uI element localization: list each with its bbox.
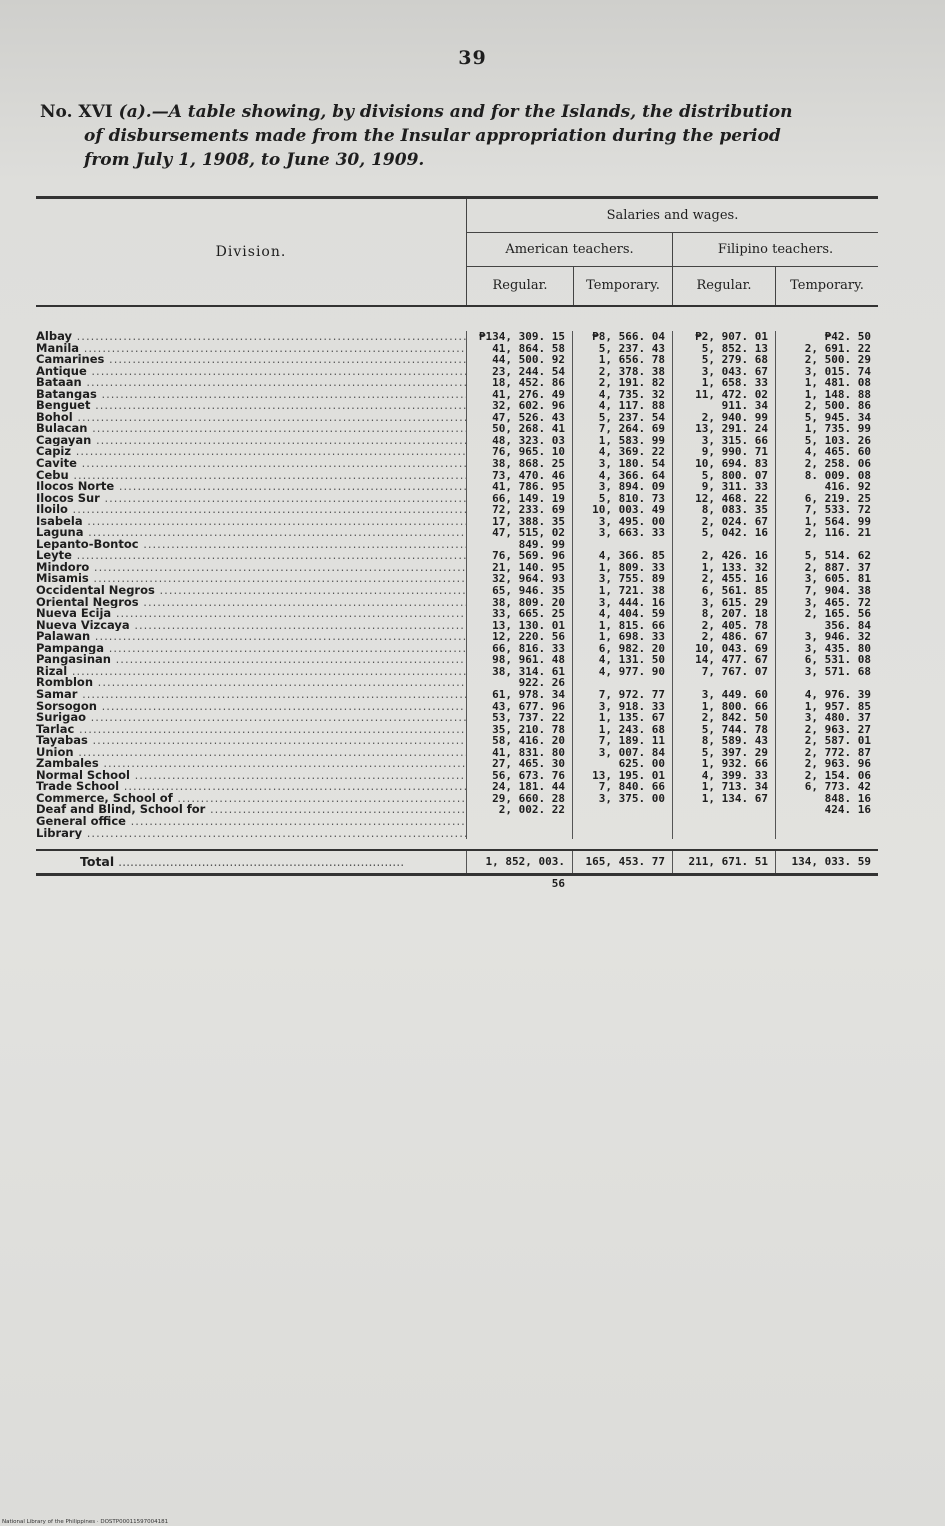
division-name-cell: Cagayan ..... <box>36 435 466 447</box>
filipino-temporary-cell: 1, 564. 99 <box>775 516 878 528</box>
filipino-regular-cell: 911. 34 <box>672 400 775 412</box>
american-regular-cell: 76, 965. 10 <box>466 446 572 458</box>
division-name-cell: General office ..... <box>36 816 466 828</box>
division-name-cell: Romblon ..... <box>36 677 466 689</box>
american-regular-cell: 13, 130. 01 <box>466 620 572 632</box>
american-regular-cell: ₱134, 309. 15 <box>466 331 572 343</box>
filipino-temporary-cell: 3, 465. 72 <box>775 597 878 609</box>
total-filipino-regular: 211, 671. 51 <box>672 851 775 873</box>
filipino-temporary-cell: 848. 16 <box>775 793 878 805</box>
american-regular-cell: 38, 809. 20 <box>466 597 572 609</box>
american-temporary-cell: 1, 721. 38 <box>572 585 672 597</box>
filipino-regular-cell: 9, 311. 33 <box>672 481 775 493</box>
filipino-temporary-cell: 3, 571. 68 <box>775 666 878 678</box>
filipino-regular-header: Regular. <box>696 278 752 293</box>
filipino-regular-cell: 10, 043. 69 <box>672 643 775 655</box>
american-regular-cell: 43, 677. 96 <box>466 701 572 713</box>
american-temporary-cell: 2, 378. 38 <box>572 366 672 378</box>
filipino-regular-cell: 10, 694. 83 <box>672 458 775 470</box>
division-name-cell: Isabela ..... <box>36 516 466 528</box>
division-name-cell: Camarines ..... <box>36 354 466 366</box>
american-regular-cell: 41, 831. 80 <box>466 747 572 759</box>
american-regular-cell: 73, 470. 46 <box>466 470 572 482</box>
american-temporary-cell: 7, 189. 11 <box>572 735 672 747</box>
division-name-cell: Cebu ..... <box>36 470 466 482</box>
american-regular-cell: 35, 210. 78 <box>466 724 572 736</box>
division-name-cell: Union ..... <box>36 747 466 759</box>
table-row <box>36 481 878 493</box>
filipino-temporary-cell: 3, 480. 37 <box>775 712 878 724</box>
division-name-cell: Library ..... <box>36 828 466 840</box>
american-temporary-cell: 5, 810. 73 <box>572 493 672 505</box>
american-temporary-cell: 4, 366. 85 <box>572 550 672 562</box>
division-name-cell: Tarlac ..... <box>36 724 466 736</box>
american-temporary-cell: 3, 007. 84 <box>572 747 672 759</box>
american-regular-cell: 66, 816. 33 <box>466 643 572 655</box>
filipino-temporary-cell: 2, 963. 27 <box>775 724 878 736</box>
table-row <box>36 828 878 840</box>
division-name-cell: Trade School ..... <box>36 781 466 793</box>
disbursement-table <box>36 196 878 891</box>
american-regular-cell: 47, 515, 02 <box>466 527 572 539</box>
american-temporary-cell: 1, 809. 33 <box>572 562 672 574</box>
total-label: Total ..... <box>36 851 466 873</box>
american-regular-cell: 23, 244. 54 <box>466 366 572 378</box>
table-row <box>36 354 878 366</box>
filipino-regular-cell: 1, 658. 33 <box>672 377 775 389</box>
filipino-regular-cell <box>672 828 775 840</box>
table-row <box>36 331 878 343</box>
division-name-cell: Zambales ..... <box>36 758 466 770</box>
filipino-temporary-cell: 2, 963. 96 <box>775 758 878 770</box>
table-caption <box>40 100 882 172</box>
american-regular-cell: 33, 665. 25 <box>466 608 572 620</box>
division-name-cell: Ilocos Sur ..... <box>36 493 466 505</box>
american-temporary-cell <box>572 816 672 828</box>
filipino-temporary-cell: 416. 92 <box>775 481 878 493</box>
american-temporary-cell: 3, 755. 89 <box>572 573 672 585</box>
table-row <box>36 735 878 747</box>
total-row <box>36 849 878 891</box>
american-temporary-cell: 3, 375. 00 <box>572 793 672 805</box>
filipino-regular-cell: 3, 449. 60 <box>672 689 775 701</box>
filipino-regular-cell: 13, 291. 24 <box>672 423 775 435</box>
table-row <box>36 458 878 470</box>
american-temporary-cell: 4, 366. 64 <box>572 470 672 482</box>
american-regular-cell: 56, 673. 76 <box>466 770 572 782</box>
division-name-cell: Manila ..... <box>36 343 466 355</box>
table-row <box>36 804 878 816</box>
caption-line-2: of disbursements made from the Insular appropriation during the period <box>84 126 781 146</box>
filipino-temporary-cell: 5, 103. 26 <box>775 435 878 447</box>
american-temporary-cell: 1, 135. 67 <box>572 712 672 724</box>
division-name-cell: Cavite ..... <box>36 458 466 470</box>
american-regular-cell: 38, 314. 61 <box>466 666 572 678</box>
american-temporary-cell: 4, 404. 59 <box>572 608 672 620</box>
division-name-cell: Bohol ..... <box>36 412 466 424</box>
american-regular-cell: 98, 961. 48 <box>466 654 572 666</box>
table-row <box>36 666 878 678</box>
filipino-regular-cell: 5, 279. 68 <box>672 354 775 366</box>
division-name-cell: Capiz ..... <box>36 446 466 458</box>
american-regular-cell: 32, 964. 93 <box>466 573 572 585</box>
american-regular-cell <box>466 828 572 840</box>
filipino-regular-cell: 1, 133. 32 <box>672 562 775 574</box>
american-regular-cell: 47, 526. 43 <box>466 412 572 424</box>
filipino-regular-cell: 4, 399. 33 <box>672 770 775 782</box>
filipino-temporary-cell: 6, 773. 42 <box>775 781 878 793</box>
american-temporary-cell: 5, 237. 43 <box>572 343 672 355</box>
american-regular-cell: 24, 181. 44 <box>466 781 572 793</box>
division-name-cell: Mindoro ..... <box>36 562 466 574</box>
filipino-regular-cell: 2, 426. 16 <box>672 550 775 562</box>
filipino-temporary-cell: 2, 772. 87 <box>775 747 878 759</box>
division-name-cell: Commerce, School of ..... <box>36 793 466 805</box>
division-name-cell: Bataan ..... <box>36 377 466 389</box>
filipino-regular-cell: 5, 852. 13 <box>672 343 775 355</box>
american-regular-cell <box>466 816 572 828</box>
american-temporary-cell: 1, 815. 66 <box>572 620 672 632</box>
table-header <box>36 199 878 307</box>
american-regular-cell: 48, 323. 03 <box>466 435 572 447</box>
table-row <box>36 377 878 389</box>
american-temporary-cell: 1, 243. 68 <box>572 724 672 736</box>
filipino-regular-cell: 3, 315. 66 <box>672 435 775 447</box>
division-header: Division. <box>215 244 287 260</box>
filipino-temporary-cell: 2, 258. 06 <box>775 458 878 470</box>
filipino-temporary-cell: 7, 533. 72 <box>775 504 878 516</box>
filipino-regular-cell: 5, 744. 78 <box>672 724 775 736</box>
filipino-regular-cell: 8, 207. 18 <box>672 608 775 620</box>
american-temporary-cell <box>572 828 672 840</box>
american-regular-cell: 38, 868. 25 <box>466 458 572 470</box>
division-name-cell: Misamis ..... <box>36 573 466 585</box>
filipino-temporary-cell: 2, 500. 29 <box>775 354 878 366</box>
american-regular-header: Regular. <box>492 278 548 293</box>
table-row <box>36 689 878 701</box>
american-regular-cell: 2, 002. 22 <box>466 804 572 816</box>
filipino-temporary-cell: 1, 481. 08 <box>775 377 878 389</box>
filipino-temporary-cell: 3, 946. 32 <box>775 631 878 643</box>
filipino-temporary-cell: 1, 735. 99 <box>775 423 878 435</box>
american-regular-cell: 18, 452. 86 <box>466 377 572 389</box>
filipino-regular-cell: 5, 397. 29 <box>672 747 775 759</box>
division-name-cell: Leyte ..... <box>36 550 466 562</box>
american-teachers-header: American teachers. <box>467 233 672 267</box>
filipino-regular-cell: 8, 083. 35 <box>672 504 775 516</box>
library-footer: National Library of the Philippines · DOSTP00011597004181 <box>2 1519 169 1525</box>
american-temporary-cell: 10, 003. 49 <box>572 504 672 516</box>
filipino-temporary-cell: 3, 015. 74 <box>775 366 878 378</box>
filipino-temporary-cell: 424. 16 <box>775 804 878 816</box>
filipino-regular-cell: 12, 468. 22 <box>672 493 775 505</box>
filipino-regular-cell: 2, 940. 99 <box>672 412 775 424</box>
american-temporary-cell: 3, 894. 09 <box>572 481 672 493</box>
american-temporary-cell: 7, 972. 77 <box>572 689 672 701</box>
division-name-cell: Oriental Negros ..... <box>36 597 466 609</box>
filipino-regular-cell: 14, 477. 67 <box>672 654 775 666</box>
american-regular-cell: 32, 602. 96 <box>466 400 572 412</box>
division-name-cell: Normal School ..... <box>36 770 466 782</box>
american-temporary-cell: 625. 00 <box>572 758 672 770</box>
filipino-temporary-cell: 4, 976. 39 <box>775 689 878 701</box>
filipino-regular-cell: 2, 405. 78 <box>672 620 775 632</box>
american-regular-cell: 922. 26 <box>466 677 572 689</box>
division-name-cell: Samar ..... <box>36 689 466 701</box>
filipino-temporary-cell: 2, 887. 37 <box>775 562 878 574</box>
table-row <box>36 585 878 597</box>
american-regular-cell: 66, 149. 19 <box>466 493 572 505</box>
filipino-regular-cell: 8, 589. 43 <box>672 735 775 747</box>
filipino-temporary-cell: 356. 84 <box>775 620 878 632</box>
american-regular-cell: 849. 99 <box>466 539 572 551</box>
filipino-regular-cell: ₱2, 907. 01 <box>672 331 775 343</box>
table-row <box>36 712 878 724</box>
american-temporary-cell: ₱8, 566. 04 <box>572 331 672 343</box>
american-temporary-header: Temporary. <box>586 278 660 293</box>
filipino-temporary-cell: 2, 116. 21 <box>775 527 878 539</box>
page-number: 39 <box>458 47 487 69</box>
american-temporary-cell: 13, 195. 01 <box>572 770 672 782</box>
filipino-regular-cell: 2, 486. 67 <box>672 631 775 643</box>
division-name-cell: Batangas ..... <box>36 389 466 401</box>
filipino-regular-cell: 3, 615. 29 <box>672 597 775 609</box>
filipino-regular-cell: 1, 800. 66 <box>672 701 775 713</box>
filipino-temporary-cell: 2, 587. 01 <box>775 735 878 747</box>
filipino-temporary-cell: 1, 957. 85 <box>775 701 878 713</box>
caption-line-3: from July 1, 1908, to June 30, 1909. <box>84 150 425 170</box>
filipino-teachers-header: Filipino teachers. <box>673 233 878 267</box>
filipino-temporary-cell: 3, 435. 80 <box>775 643 878 655</box>
filipino-regular-cell: 2, 024. 67 <box>672 516 775 528</box>
american-temporary-cell: 3, 444. 16 <box>572 597 672 609</box>
american-temporary-cell: 5, 237. 54 <box>572 412 672 424</box>
division-name-cell: Bulacan ..... <box>36 423 466 435</box>
american-regular-cell: 53, 737. 22 <box>466 712 572 724</box>
filipino-regular-cell: 5, 042. 16 <box>672 527 775 539</box>
american-temporary-cell: 1, 698. 33 <box>572 631 672 643</box>
american-regular-cell: 21, 140. 95 <box>466 562 572 574</box>
filipino-regular-cell: 1, 713. 34 <box>672 781 775 793</box>
division-name-cell: Ilocos Norte ..... <box>36 481 466 493</box>
filipino-regular-cell: 1, 134. 67 <box>672 793 775 805</box>
american-temporary-cell: 4, 369. 22 <box>572 446 672 458</box>
filipino-regular-cell: 5, 800. 07 <box>672 470 775 482</box>
salaries-header: Salaries and wages. <box>467 199 878 233</box>
total-american-regular: 1, 852, 003. 56 <box>466 851 572 873</box>
division-name-cell: Occidental Negros ..... <box>36 585 466 597</box>
american-regular-cell: 72, 233. 69 <box>466 504 572 516</box>
filipino-regular-cell: 2, 842. 50 <box>672 712 775 724</box>
american-temporary-cell <box>572 804 672 816</box>
american-regular-cell: 41, 786. 95 <box>466 481 572 493</box>
american-temporary-cell: 3, 663. 33 <box>572 527 672 539</box>
american-regular-cell: 58, 416. 20 <box>466 735 572 747</box>
filipino-temporary-cell: 2, 154. 06 <box>775 770 878 782</box>
american-regular-cell: 17, 388. 35 <box>466 516 572 528</box>
american-regular-cell: 61, 978. 34 <box>466 689 572 701</box>
filipino-temporary-cell: 5, 945. 34 <box>775 412 878 424</box>
filipino-regular-cell: 1, 932. 66 <box>672 758 775 770</box>
filipino-temporary-cell <box>775 816 878 828</box>
division-name-cell: Iloilo ..... <box>36 504 466 516</box>
american-temporary-cell: 3, 495. 00 <box>572 516 672 528</box>
american-temporary-cell: 3, 180. 54 <box>572 458 672 470</box>
american-temporary-cell: 6, 982. 20 <box>572 643 672 655</box>
table-row <box>36 793 878 805</box>
filipino-regular-cell: 11, 472. 02 <box>672 389 775 401</box>
division-name-cell: Nueva Vizcaya ..... <box>36 620 466 632</box>
filipino-temporary-cell: 5, 514. 62 <box>775 550 878 562</box>
filipino-temporary-cell: 8. 009. 08 <box>775 470 878 482</box>
filipino-regular-cell: 3, 043. 67 <box>672 366 775 378</box>
american-temporary-cell: 7, 264. 69 <box>572 423 672 435</box>
division-name-cell: Sorsogon ..... <box>36 701 466 713</box>
filipino-temporary-cell: 3, 605. 81 <box>775 573 878 585</box>
division-name-cell: Albay ..... <box>36 331 466 343</box>
filipino-temporary-cell: 7, 904. 38 <box>775 585 878 597</box>
american-temporary-cell: 2, 191. 82 <box>572 377 672 389</box>
american-temporary-cell: 4, 131. 50 <box>572 654 672 666</box>
filipino-regular-cell: 2, 455. 16 <box>672 573 775 585</box>
division-name-cell: Pampanga ..... <box>36 643 466 655</box>
division-name-cell: Deaf and Blind, School for ..... <box>36 804 466 816</box>
division-name-cell: Palawan ..... <box>36 631 466 643</box>
division-name-cell: Pangasinan ..... <box>36 654 466 666</box>
filipino-temporary-cell: ₱42. 50 <box>775 331 878 343</box>
american-temporary-cell: 1, 656. 78 <box>572 354 672 366</box>
american-temporary-cell: 4, 977. 90 <box>572 666 672 678</box>
table-row <box>36 527 878 539</box>
american-temporary-cell: 7, 840. 66 <box>572 781 672 793</box>
table-body <box>36 307 878 839</box>
american-regular-cell: 44, 500. 92 <box>466 354 572 366</box>
american-regular-cell: 76, 569. 96 <box>466 550 572 562</box>
total-filipino-temporary: 134, 033. 59 <box>775 851 878 873</box>
filipino-temporary-cell: 2, 165. 56 <box>775 608 878 620</box>
filipino-temporary-cell: 6, 219. 25 <box>775 493 878 505</box>
filipino-regular-cell <box>672 804 775 816</box>
caption-line-1: (a).—A table showing, by divisions and for the Islands, the distribution <box>118 102 793 122</box>
american-regular-cell: 29, 660. 28 <box>466 793 572 805</box>
filipino-temporary-cell: 2, 500. 86 <box>775 400 878 412</box>
american-regular-cell: 12, 220. 56 <box>466 631 572 643</box>
table-row <box>36 608 878 620</box>
filipino-temporary-header: Temporary. <box>790 278 864 293</box>
american-regular-cell: 41, 276. 49 <box>466 389 572 401</box>
filipino-regular-cell: 6, 561. 85 <box>672 585 775 597</box>
filipino-temporary-cell: 4, 465. 60 <box>775 446 878 458</box>
division-name-cell: Antique ..... <box>36 366 466 378</box>
division-name-cell: Laguna ..... <box>36 527 466 539</box>
american-temporary-cell: 4, 117. 88 <box>572 400 672 412</box>
american-temporary-cell: 3, 918. 33 <box>572 701 672 713</box>
filipino-temporary-cell: 2, 691. 22 <box>775 343 878 355</box>
american-regular-cell: 65, 946. 35 <box>466 585 572 597</box>
filipino-regular-cell <box>672 816 775 828</box>
division-name-cell: Surigao ..... <box>36 712 466 724</box>
division-name-cell: Benguet ..... <box>36 400 466 412</box>
american-temporary-cell: 4, 735. 32 <box>572 389 672 401</box>
filipino-temporary-cell <box>775 828 878 840</box>
american-regular-cell: 41, 864. 58 <box>466 343 572 355</box>
table-row <box>36 816 878 828</box>
filipino-temporary-cell: 6, 531. 08 <box>775 654 878 666</box>
filipino-temporary-cell: 1, 148. 88 <box>775 389 878 401</box>
american-regular-cell: 27, 465. 30 <box>466 758 572 770</box>
division-name-cell: Rizal ..... <box>36 666 466 678</box>
total-american-temporary: 165, 453. 77 <box>572 851 672 873</box>
filipino-regular-cell: 7, 767. 07 <box>672 666 775 678</box>
division-name-cell: Lepanto-Bontoc ..... <box>36 539 466 551</box>
american-regular-cell: 50, 268. 41 <box>466 423 572 435</box>
filipino-regular-cell: 9, 990. 71 <box>672 446 775 458</box>
american-temporary-cell: 1, 583. 99 <box>572 435 672 447</box>
division-name-cell: Tayabas ..... <box>36 735 466 747</box>
caption-prefix: No. XVI <box>40 102 113 122</box>
division-name-cell: Nueva Ecija ..... <box>36 608 466 620</box>
